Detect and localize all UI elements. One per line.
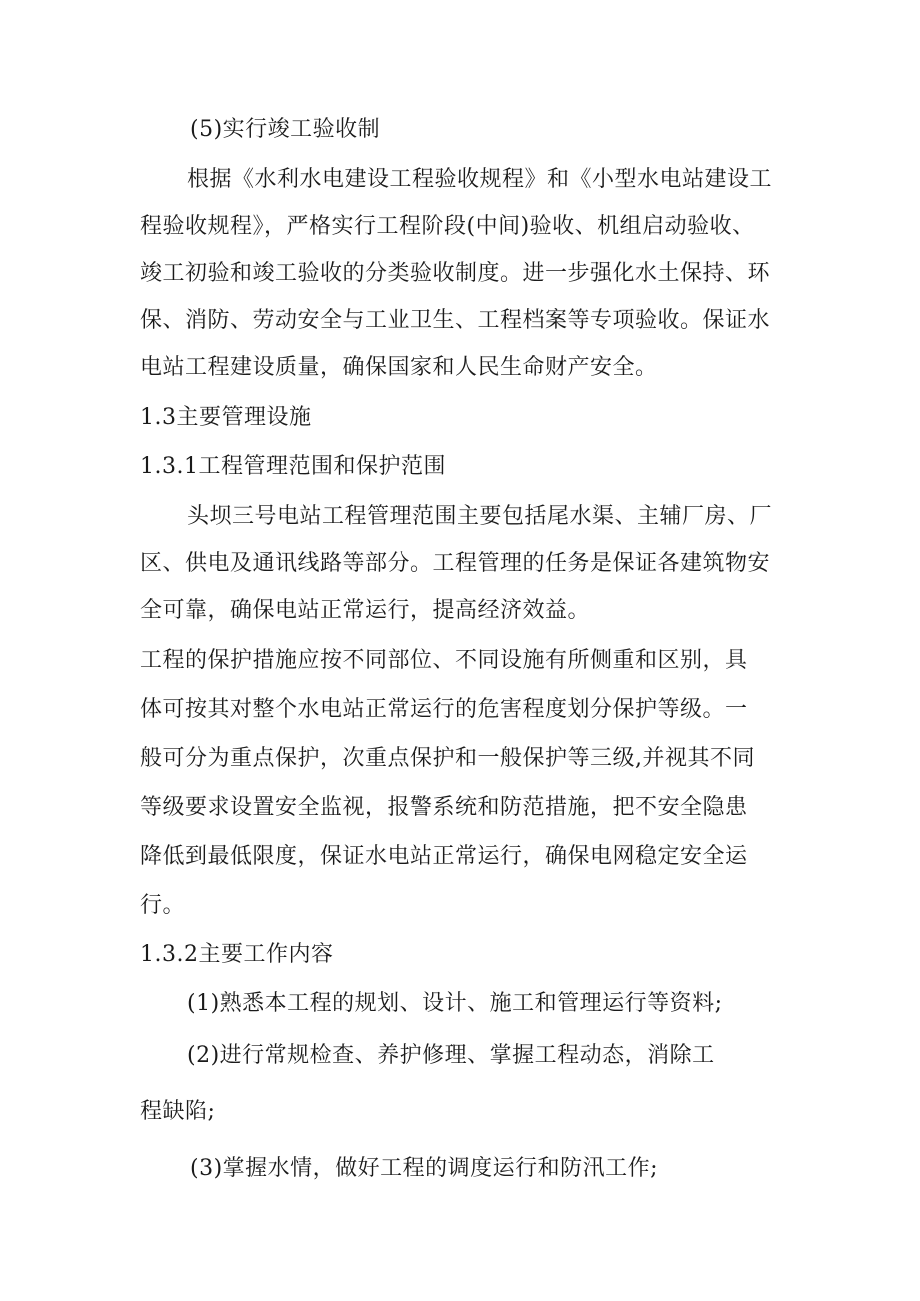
section-5-para-line: 竣工初验和竣工验收的分类验收制度。进一步强化水土保持、环 [140, 261, 771, 286]
section-1-3-1-para2-line: 工程的保护措施应按不同部位、不同设施有所侧重和区别，具 [140, 648, 748, 673]
section-1-3-1-para2-line: 等级要求设置安全监视，报警系统和防范措施，把不安全隐患 [140, 795, 748, 820]
section-1-3-1-para1-line: 全可靠，确保电站正常运行，提高经济效益。 [140, 598, 591, 623]
section-1-3-1-para2-line: 体可按其对整个水电站正常运行的危害程度划分保护等级。一 [140, 697, 748, 722]
section-1-3-1-para2-line: 般可分为重点保护，次重点保护和一般保护等三级,并视其不同 [140, 746, 755, 771]
work-item: (2)进行常规检查、养护修理、掌握工程动态，消除工 [187, 1043, 715, 1068]
section-5-para-line: 程验收规程》，严格实行工程阶段(中间)验收、机组启动验收、 [140, 214, 755, 239]
section-5-para-line: 电站工程建设质量，确保国家和人民生命财产安全。 [140, 355, 658, 380]
section-5-para-line: 根据《水利水电建设工程验收规程》和《小型水电站建设工 [187, 167, 773, 192]
section-5-title: (5)实行竣工验收制 [190, 117, 381, 142]
section-1-3-1-para2-line: 行。 [140, 893, 186, 918]
section-1-3-1-para1-line: 头坝三号电站工程管理范围主要包括尾水渠、主辅厂房、厂 [187, 504, 773, 529]
work-item: (3)掌握水情，做好工程的调度运行和防汛工作; [190, 1156, 659, 1181]
section-1-3-2-title: 1.3.2主要工作内容 [140, 942, 334, 967]
work-item: (1)熟悉本工程的规划、设计、施工和管理运行等资料; [187, 991, 723, 1016]
section-1-3-1-para2-line: 降低到最低限度，保证水电站正常运行，确保电网稳定安全运 [140, 844, 748, 869]
section-1-3-title: 1.3主要管理设施 [140, 405, 312, 430]
section-1-3-1-para1-line: 区、供电及通讯线路等部分。工程管理的任务是保证各建筑物安 [140, 551, 771, 576]
section-1-3-1-title: 1.3.1工程管理范围和保护范围 [140, 454, 446, 479]
section-5-para-line: 保、消防、劳动安全与工业卫生、工程档案等专项验收。保证水 [140, 308, 771, 333]
work-item: 程缺陷; [140, 1099, 216, 1124]
